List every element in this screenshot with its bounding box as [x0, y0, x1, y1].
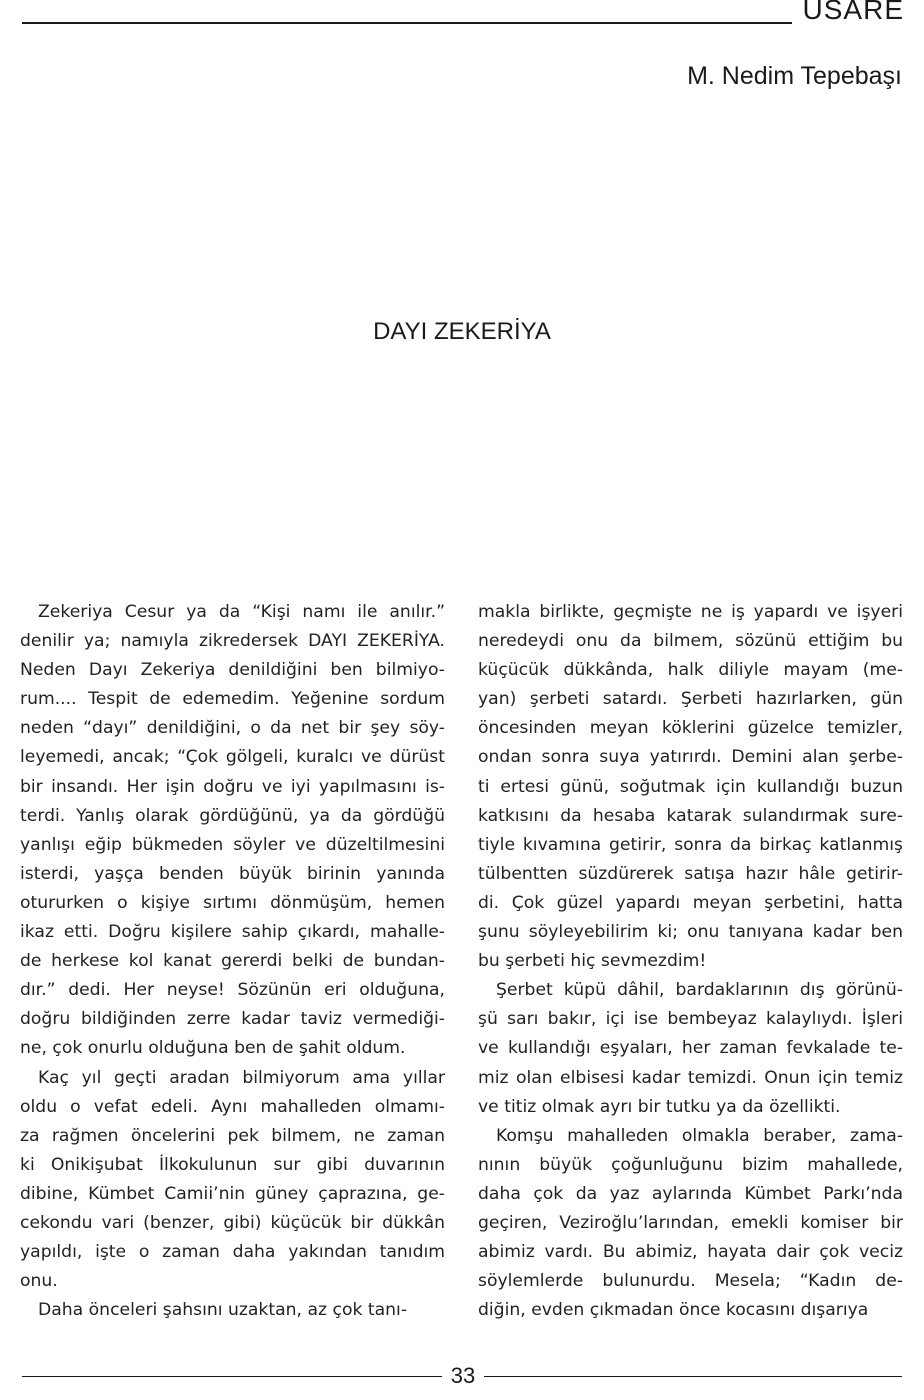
- page-number: 33: [450, 1363, 476, 1388]
- text-line: cekondu vari (benzer, gibi) küçücük bir dükkân: [20, 1212, 445, 1233]
- paragraph: [20, 1296, 445, 1325]
- journal-title: USARE: [802, 0, 904, 25]
- text-line: tiyle kıvamına getirir, sonra da birkaç katlanmış: [478, 834, 903, 855]
- text-line: şunu söyleyebilirim ki; onu tanıyana kadar ben: [478, 922, 903, 943]
- text-line: geçiren, Veziroğlu’larından, emekli komiser bir: [478, 1212, 903, 1233]
- article-title: DAYI ZEKERİYA: [373, 318, 551, 345]
- text-line: de herkese kol kanat gererdi belki de bundan-: [20, 951, 445, 972]
- right-column: [478, 598, 903, 1325]
- text-line: küçücük dükkânda, halk diliyle mayam (me-: [478, 660, 903, 681]
- text-line: miz olan elbisesi kadar temizdi. Onun için temiz: [478, 1067, 903, 1088]
- text-line: nının büyük çoğunluğunu bizim mahallede,: [478, 1154, 903, 1175]
- text-line: onu.: [20, 1271, 58, 1292]
- text-line: leyemedi, ancak; “Çok gölgeli, kuralcı ve dürüst: [20, 747, 445, 768]
- text-line: yapıldı, işte o zaman daha yakından tanıdım: [20, 1242, 445, 1263]
- text-line: za rağmen öncelerini pek bilmem, ne zaman: [20, 1125, 445, 1146]
- text-line: ti ertesi günü, soğutmak için kullandığı buzun: [478, 776, 903, 797]
- header-rule: [22, 22, 792, 24]
- author-name: M. Nedim Tepebaşı: [687, 62, 902, 90]
- text-line: neredeydi onu da bilmem, sözünü ettiğim bu: [478, 631, 903, 652]
- paragraph: [478, 598, 903, 976]
- text-line: terdi. Yanlış olarak gördüğünü, ya da gördüğü: [20, 805, 445, 826]
- text-line: oldu o vefat edeli. Aynı mahalleden olmamı-: [20, 1096, 445, 1117]
- text-line: otururken o kişiye sırtımı dönmüşüm, hemen: [20, 892, 445, 913]
- text-line: Kaç yıl geçti aradan bilmiyorum ama yıllar: [38, 1067, 445, 1088]
- text-line: ki Onikişubat İlkokulunun sur gibi duvarının: [20, 1154, 445, 1175]
- text-line: tülbentten süzdürerek satışa hazır hâle getirir-: [478, 863, 903, 884]
- paragraph: [478, 976, 903, 1121]
- text-line: Neden Dayı Zekeriya denildiğini ben bilmiyo-: [20, 660, 445, 681]
- text-line: bir insandı. Her işin doğru ve iyi yapılmasını is-: [20, 776, 445, 797]
- text-line: Zekeriya Cesur ya da “Kişi namı ile anılır.”: [38, 602, 445, 622]
- text-line: doğru bildiğinden zerre kadar taviz vermediği-: [20, 1009, 445, 1030]
- text-line: dır.” dedi. Her neyse! Sözünün eri olduğuna,: [20, 980, 445, 1001]
- footer-rule-right: [484, 1376, 902, 1377]
- text-line: Şerbet küpü dâhil, bardaklarının dış görünü-: [496, 980, 903, 1001]
- text-line: katkısını da hesaba katarak sulandırmak sure-: [478, 805, 903, 826]
- text-line: ve titiz olmak ayrı bir tutku ya da özellikti.: [478, 1096, 841, 1117]
- text-line: yanlışı eğip bükmeden söyler ve düzeltilmesini: [20, 834, 445, 855]
- text-line: rum.... Tespit de edemedim. Yeğenine sordum: [20, 689, 445, 710]
- text-line: şü sarı bakır, içi ise bembeyaz kalaylıydı. İşleri: [478, 1009, 903, 1030]
- text-line: öncesinden meyan köklerini güzelce temizler,: [478, 718, 903, 739]
- text-line: Daha önceleri şahsını uzaktan, az çok tanı-: [38, 1300, 408, 1321]
- text-line: neden “dayı” denildiğini, o da net bir şey söy-: [20, 718, 445, 739]
- text-line: denilir ya; namıyla zikredersek DAYI ZEKERİYA.: [20, 631, 445, 652]
- text-line: ondan sonra suya yatırırdı. Demini alan şerbe-: [478, 747, 903, 768]
- text-line: söylemlerde bulunurdu. Mesela; “Kadın de-: [478, 1271, 903, 1292]
- text-line: bu şerbeti hiç sevmezdim!: [478, 951, 707, 972]
- text-line: di. Çok güzel yapardı meyan şerbetini, hatta: [478, 892, 903, 913]
- text-line: ne, çok onurlu olduğuna ben de şahit oldum.: [20, 1038, 406, 1059]
- paragraph: [20, 598, 445, 1064]
- text-line: makla birlikte, geçmişte ne iş yapardı ve işyeri: [478, 602, 903, 622]
- text-line: diğin, evden çıkmadan önce kocasını dışarıya: [478, 1300, 869, 1321]
- text-line: Komşu mahalleden olmakla beraber, zama-: [496, 1125, 903, 1146]
- text-line: yan) şerbeti satardı. Şerbeti hazırlarken, gün: [478, 689, 903, 710]
- paragraph: [478, 1122, 903, 1326]
- left-column: [20, 598, 445, 1325]
- text-line: dibine, Kümbet Camii’nin güney çaprazına, ge-: [20, 1183, 445, 1204]
- footer-rule-left: [22, 1376, 442, 1377]
- text-line: abimiz vardı. Bu abimiz, hayata dair çok veciz: [478, 1242, 903, 1263]
- text-line: daha çok da yaz aylarında Kümbet Parkı’nda: [478, 1183, 903, 1204]
- text-line: ikaz etti. Doğru kişilere sahip çıkardı, mahalle-: [20, 922, 445, 943]
- paragraph: [20, 1064, 445, 1297]
- text-line: isterdi, yaşça benden büyük birinin yanında: [20, 863, 445, 884]
- text-line: ve kullandığı eşyaları, her zaman fevkalade te-: [478, 1038, 903, 1059]
